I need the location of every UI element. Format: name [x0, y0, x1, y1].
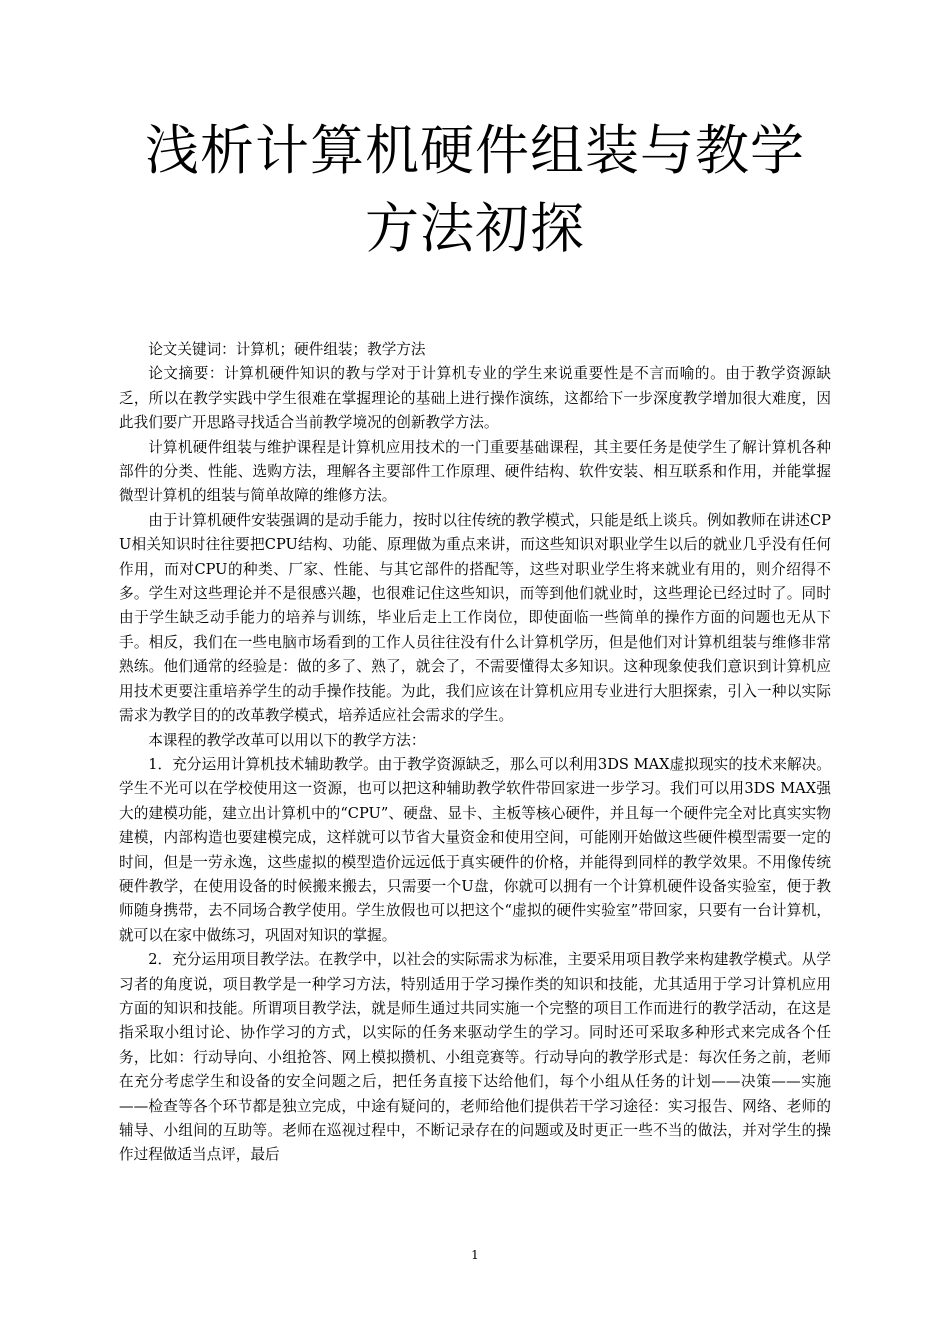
- body-paragraph: 计算机硬件组装与维护课程是计算机应用技术的一门重要基础课程，其主要任务是使学生了解计算机各种部件的分类、性能、选购方法，理解各主要部件工作原理、硬件结构、软件安装、相互联系和作用，并能掌握微型计算机的组装与简单故障的维修方法。: [119, 438, 831, 505]
- body-paragraph: 由于计算机硬件安装强调的是动手能力，按时以往传统的教学模式，只能是纸上谈兵。例如教师在讲述CPU相关知识时往往要把CPU结构、功能、原理做为重点来讲，而这些知识对职业学生以后的就业几乎没有任何作用，而对CPU的种类、厂家、性能、与其它部件的搭配等，这些对职业学生将来就业有用的，则介绍得不多。学生对这些理论并不是很感兴趣，也很难记住这些知识，而等到他们就业时，这些理论已经过时了。同时由于学生缺乏动手能力的培养与训练，毕业后走上工作岗位，即使面临一些简单的操作方面的问题也无从下手。相反，我们在一些电脑市场看到的工作人员往往没有什么计算机学历，但是他们对计算机组装与维修非常熟练。他们通常的经验是：做的多了、熟了，就会了，不需要懂得太多知识。这种现象使我们意识到计算机应用技术更要注重培养学生的动手操作技能。为此，我们应该在计算机应用专业进行大胆探索，引入一种以实际需求为教学目的的改革教学模式，培养适应社会需求的学生。: [119, 511, 831, 725]
- body-paragraph: 1．充分运用计算机技术辅助教学。由于教学资源缺乏，那么可以利用3DS MAX虚拟现实的技术来解决。学生不光可以在学校使用这一资源，也可以把这种辅助教学软件带回家进一步学习。我们可以用3DS MAX强大的建模功能，建立出计算机中的“CPU”、硬盘、显卡、主板等核心硬件，并且每一个硬件完全对比真实实物建模，内部构造也要建模完成，这样就可以节省大量资金和使用空间，可能刚开始做这些硬件模型需要一定的时间，但是一劳永逸，这些虚拟的模型造价远远低于真实硬件的价格，并能得到同样的教学效果。不用像传统硬件教学，在使用设备的时候搬来搬去，只需要一个U盘，你就可以拥有一个计算机硬件设备实验室，便于教师随身携带，去不同场合教学使用。学生放假也可以把这个“虚拟的硬件实验室”带回家，只要有一台计算机，就可以在家中做练习，巩固对知识的掌握。: [119, 755, 831, 944]
- title-line-2: 方法初探: [365, 197, 585, 260]
- keywords-paragraph: 论文关键词：计算机；硬件组装；教学方法: [148, 341, 426, 358]
- body-paragraph: 本课程的教学改革可以用以下的教学方法：: [148, 731, 426, 749]
- body-paragraph: 2．充分运用项目教学法。在教学中，以社会的实际需求为标准，主要采用项目教学来构建教学模式。从学习者的角度说，项目教学是一种学习方法，特别适用于学习操作类的知识和技能，尤其适用于学习计算机应用方面的知识和技能。所谓项目教学法，就是师生通过共同实施一个完整的项目工作而进行的教学活动，在这是指采取小组讨论、协作学习的方式，以实际的任务来驱动学生的学习。同时还可采取多种形式来完成各个任务，比如：行动导向、小组抢答、网上模拟攒机、小组竞赛等。行动导向的教学形式是：每次任务之前，老师在充分考虑学生和设备的安全问题之后，把任务直接下达给他们，每个小组从任务的计划——决策——实施——检查等各个环节都是独立完成，中途有疑问的，老师给他们提供若干学习途径：实习报告、网络、老师的辅导、小组间的互助等。老师在巡视过程中，不断记录存在的问题或及时更正一些不当的做法，并对学生的操作过程做适当点评，最后: [119, 951, 831, 1164]
- page-number: 1: [471, 1248, 479, 1262]
- title-line-1: 浅析计算机硬件组装与教学: [145, 119, 805, 182]
- document-title: [118, 112, 832, 268]
- abstract-paragraph: 论文摘要：计算机硬件知识的教与学对于计算机专业的学生来说重要性是不言而喻的。由于教学资源缺乏，所以在教学实践中学生很难在掌握理论的基础上进行操作演练，这都给下一步深度教学增加很大难度，因此我们要广开思路寻找适合当前教学境况的创新教学方法。: [119, 365, 831, 432]
- document-body: [119, 338, 831, 1168]
